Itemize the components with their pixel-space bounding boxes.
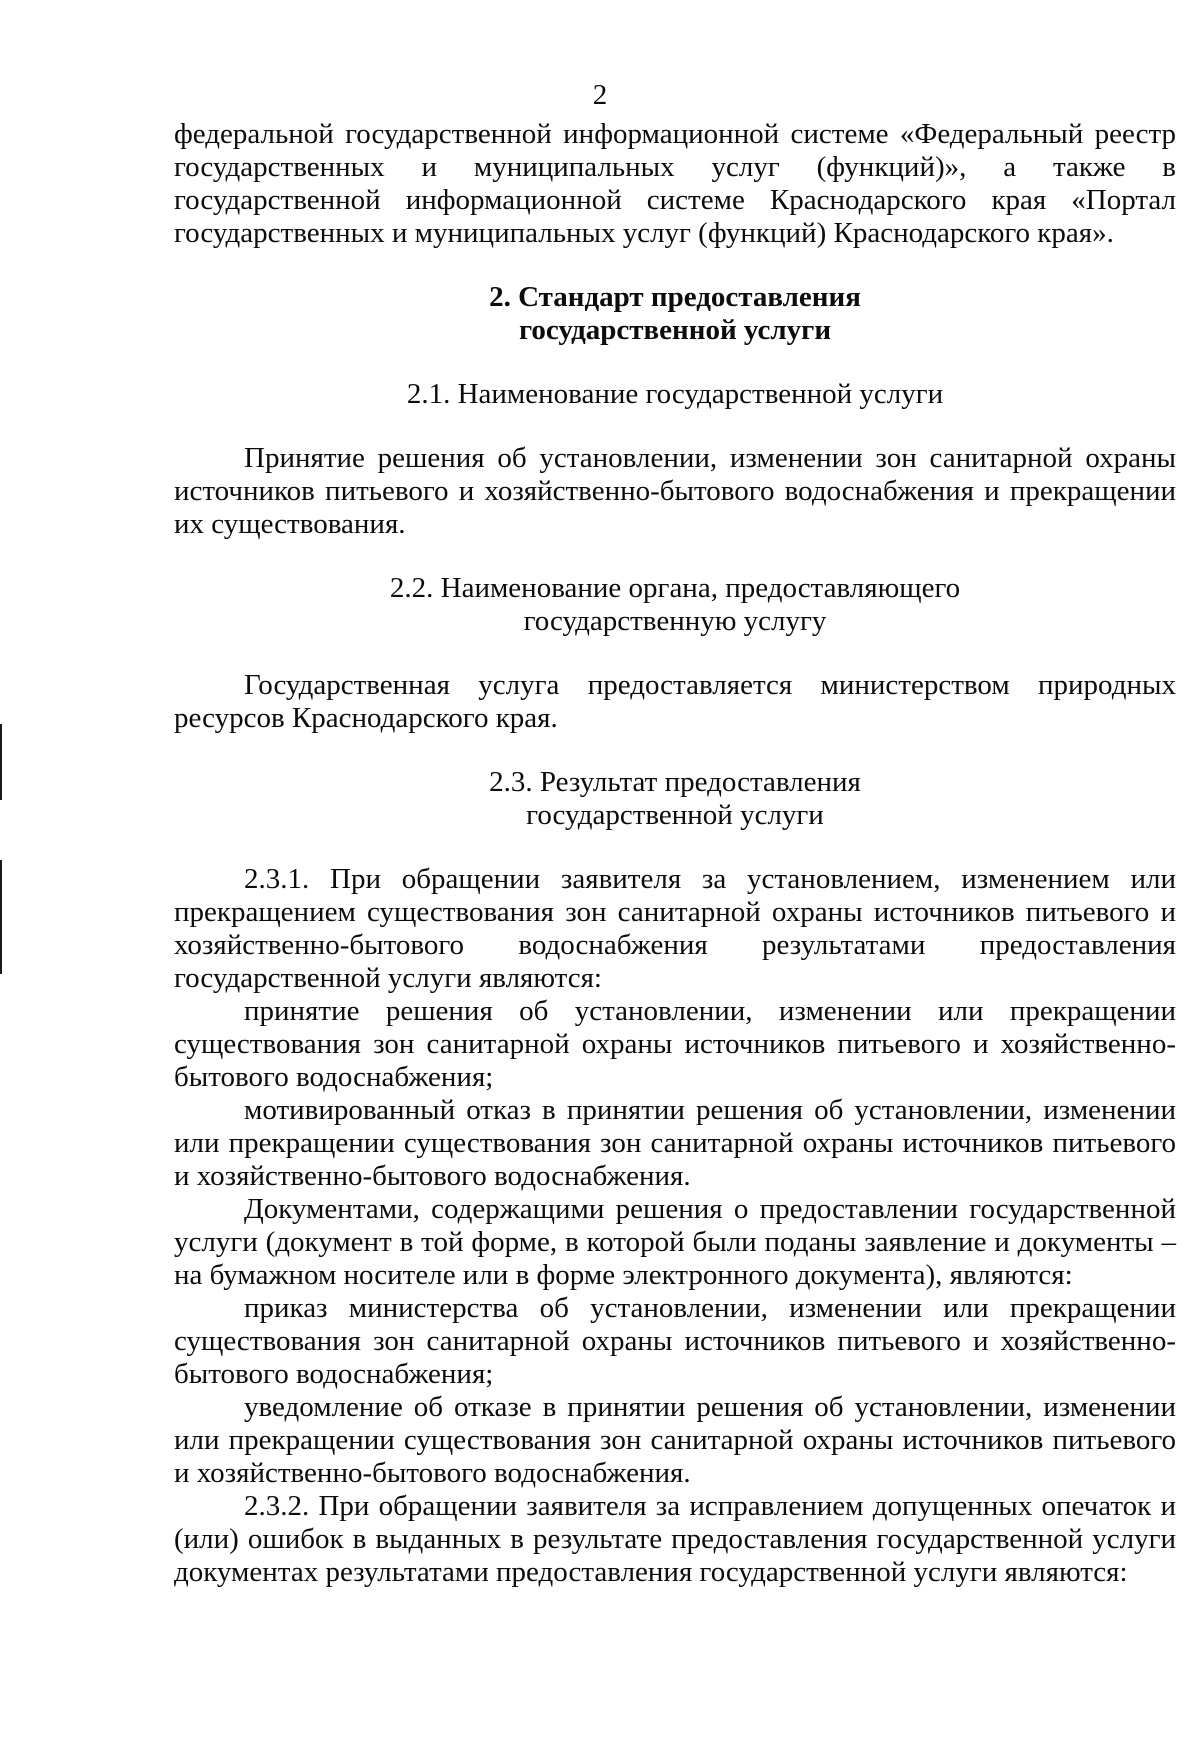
subsection-heading-2-3-line1: 2.3. Результат предоставления [489, 766, 861, 798]
section-heading-2 [174, 281, 1176, 347]
subsection-heading-2-3-line2: государственной услуги [526, 799, 824, 831]
subsection-heading-2-2-line2: государственную услугу [523, 605, 827, 637]
paragraph-intro: федеральной государственной информационной системе «Федеральный реестр государственных и муниципальных услуг (функций)», а также в государственной информационной системе Краснодарского края «Портал государственных и муниципальных услуг (функций) Краснодарского края». [174, 118, 1176, 249]
paragraph-2-3-1-item-refusal: мотивированный отказ в принятии решения об установлении, изменении или прекращении существования зон санитарной охраны источников питьевого и хозяйственно-бытового водоснабжения. [174, 1094, 1176, 1192]
page-number: 2 [592, 79, 608, 111]
section-heading-2-line1: 2. Стандарт предоставления [489, 281, 861, 313]
paragraph-2-1: Принятие решения об установлении, изменении зон санитарной охраны источников питьевого и хозяйственно-бытового водоснабжения и прекращении их существования. [174, 442, 1176, 540]
paragraph-2-2: Государственная услуга предоставляется министерством природных ресурсов Краснодарского края. [174, 669, 1176, 734]
subsection-heading-2-3 [174, 766, 1176, 832]
paragraph-2-3-1-documents: Документами, содержащими решения о предоставлении государственной услуги (документ в той форме, в которой были поданы заявление и документы – на бумажном носителе или в форме электронного документа), являются: [174, 1193, 1176, 1291]
margin-scan-mark [0, 724, 2, 800]
subsection-heading-2-1: 2.1. Наименование государственной услуги [406, 378, 944, 410]
subsection-heading-2-2-line1: 2.2. Наименование органа, предоставляющего [389, 572, 961, 604]
document-body [174, 118, 1176, 1589]
paragraph-2-3-1-item-notice: уведомление об отказе в принятии решения об установлении, изменении или прекращении существования зон санитарной охраны источников питьевого и хозяйственно-бытового водоснабжения. [174, 1391, 1176, 1489]
paragraph-2-3-1-item-decision: принятие решения об установлении, изменении или прекращении существования зон санитарной охраны источников питьевого и хозяйственно-бытового водоснабжения; [174, 995, 1176, 1093]
margin-scan-mark [0, 860, 2, 974]
paragraph-2-3-2: 2.3.2. При обращении заявителя за исправлением допущенных опечаток и (или) ошибок в выданных в результате предоставления государственной услуги документах результатами предоставления государственной услуги являются: [174, 1490, 1176, 1588]
section-heading-2-line2: государственной услуги [518, 314, 832, 346]
subsection-heading-2-2 [174, 572, 1176, 638]
paragraph-2-3-1-item-order: приказ министерства об установлении, изменении или прекращении существования зон санитарной охраны источников питьевого и хозяйственно-бытового водоснабжения; [174, 1292, 1176, 1390]
paragraph-2-3-1: 2.3.1. При обращении заявителя за установлением, изменением или прекращением существования зон санитарной охраны источников питьевого и хозяйственно-бытового водоснабжения результатами предоставления государственной услуги являются: [174, 863, 1176, 994]
